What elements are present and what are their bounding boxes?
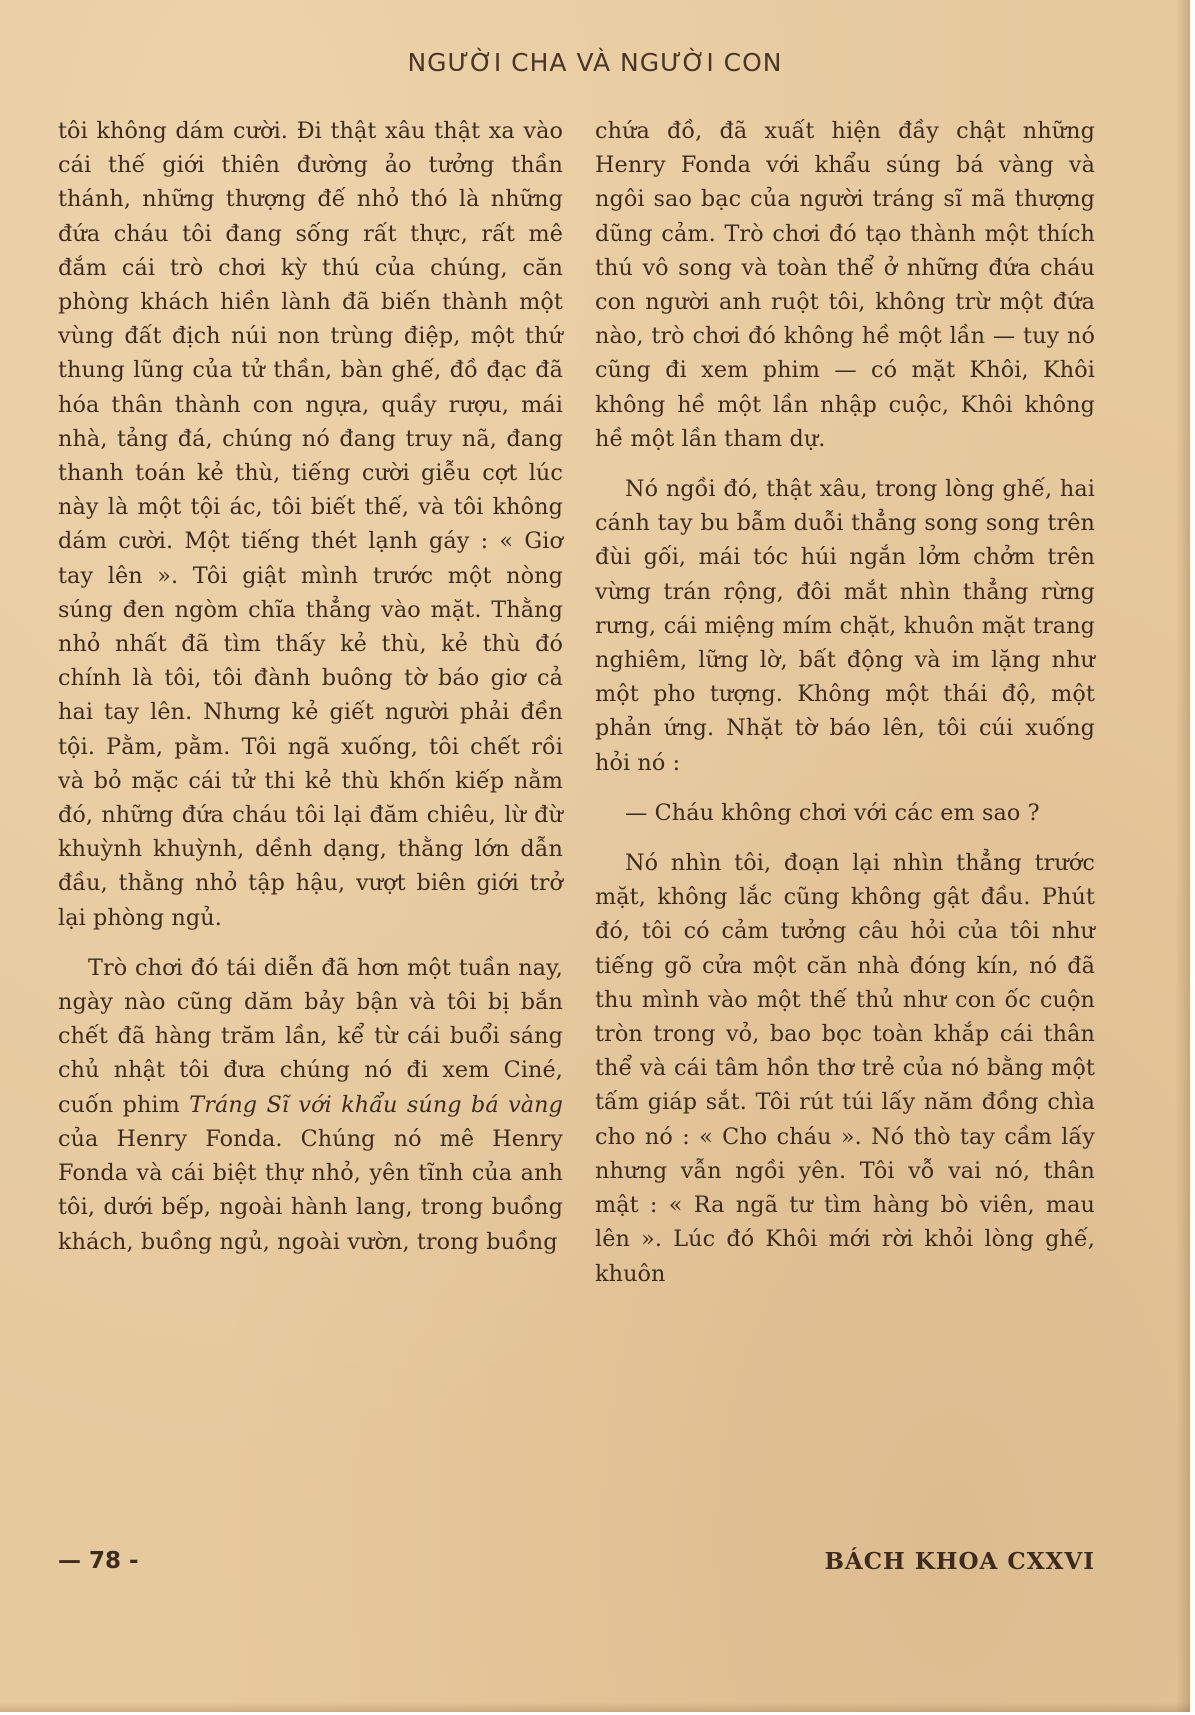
paragraph: chứa đồ, đã xuất hiện đầy chật những Henry Fonda với khẩu súng bá vàng và ngôi sao bạc của người tráng sĩ mã thượng dũng cảm. Trò chơi đó tạo thành một thích thú vô song và toàn thể ở những đứa cháu con người anh ruột tôi, không trừ một đứa nào, trò chơi đó không hề một lần — tuy nó cũng đi xem phim — có mặt Khôi, Khôi không hề một lần nhập cuộc, Khôi không hề một lần tham dự.: [595, 118, 1095, 452]
paragraph-text: Trò chơi đó tái diễn đã hơn một tuần nay, ngày nào cũng dăm bảy bận và tôi bị bắn chết đã hàng trăm lần, kể từ cái buổi sáng chủ nhật tôi đưa chúng nó đi xem Ciné, cuốn phim: [58, 954, 563, 1118]
paragraph: [58, 951, 563, 1259]
film-title: Tráng Sĩ với khẩu súng bá vàng: [189, 1091, 563, 1118]
paragraph: Nó ngồi đó, thật xâu, trong lòng ghế, hai cánh tay bu bẫm duỗi thẳng song song trên đùi gối, mái tóc húi ngắn lởm chởm trên vừng trán rộng, đôi mắt nhìn thẳng rừng rưng, cái miệng mím chặt, khuôn mặt trang nghiêm, lững lờ, bất động và im lặng như một pho tượng. Không một thái độ, một phản ứng. Nhặt tờ báo lên, tôi cúi xuống hỏi nó :: [595, 476, 1095, 776]
paragraph-text: của Henry Fonda. Chúng nó mê Henry Fonda và cái biệt thự nhỏ, yên tĩnh của anh tôi, dưới bếp, ngoài hành lang, trong buồng khách, buồng ngủ, ngoài vườn, trong buồng: [58, 1125, 563, 1255]
paragraph: tôi không dám cười. Đi thật xâu thật xa vào cái thế giới thiên đường ảo tưởng thần thánh, những thượng đế nhỏ thó là những đứa cháu tôi đang sống rất thực, rất mê đắm cái trò chơi kỳ thú của chúng, căn phòng khách hiền lành đã biến thành một vùng đất địch núi non trùng điệp, một thứ thung lũng của tử thần, bàn ghế, đồ đạc đã hóa thân thành con ngựa, quầy rượu, mái nhà, tảng đá, chúng nó đang truy nã, đang thanh toán kẻ thù, tiếng cười giễu cợt lúc này là một tội ác, tôi biết thế, và tôi không dám cười. Một tiếng thét lạnh gáy : « Giơ tay lên ». Tôi giật mình trước một nòng súng đen ngòm chĩa thẳng vào mặt. Thằng nhỏ nhất đã tìm thấy kẻ thù, kẻ thù đó chính là tôi, tôi đành buông tờ báo giơ cả hai tay lên. Nhưng kẻ giết người phải đền tội. Pằm, pằm. Tôi ngã xuống, tôi chết rồi và bỏ mặc cái tử thi kẻ thù khốn kiếp nằm đó, những đứa cháu tôi lại đăm chiêu, lừ đừ khuỳnh khuỳnh, dềnh dạng, thằng lớn dẫn đầu, thằng nhỏ tập hậu, vượt biên giới trở lại phòng ngủ.: [58, 118, 563, 931]
text-column-left: [58, 114, 563, 1259]
publication-name: BÁCH KHOA CXXVI: [824, 1548, 1095, 1575]
text-column-right: [595, 114, 1095, 1291]
page-bottom-shadow: [0, 1702, 1190, 1712]
dialogue-line: — Cháu không chơi với các em sao ?: [625, 799, 1040, 826]
page-edge-shadow: [1176, 0, 1190, 1712]
paragraph: Nó nhìn tôi, đoạn lại nhìn thẳng trước mặt, không lắc cũng không gật đầu. Phút đó, tôi có cảm tưởng câu hỏi của tôi như tiếng gõ cửa một căn nhà đóng kín, nó đã thu mình vào một thế thủ như con ốc cuộn tròn trong vỏ, bao bọc toàn khắp cái thân thể và cái tâm hồn thơ trẻ của nó bằng một tấm giáp sắt. Tôi rút túi lấy năm đồng chìa cho nó : « Cho cháu ». Nó thò tay cầm lấy nhưng vẫn ngồi yên. Tôi vỗ vai nó, thân mật : « Ra ngã tư tìm hàng bò viên, mau lên ». Lúc đó Khôi mới rời khỏi lòng ghế, khuôn: [595, 850, 1095, 1287]
running-header: NGƯỜI CHA VÀ NGƯỜI CON: [407, 48, 783, 77]
page-number: — 78 -: [58, 1548, 139, 1574]
